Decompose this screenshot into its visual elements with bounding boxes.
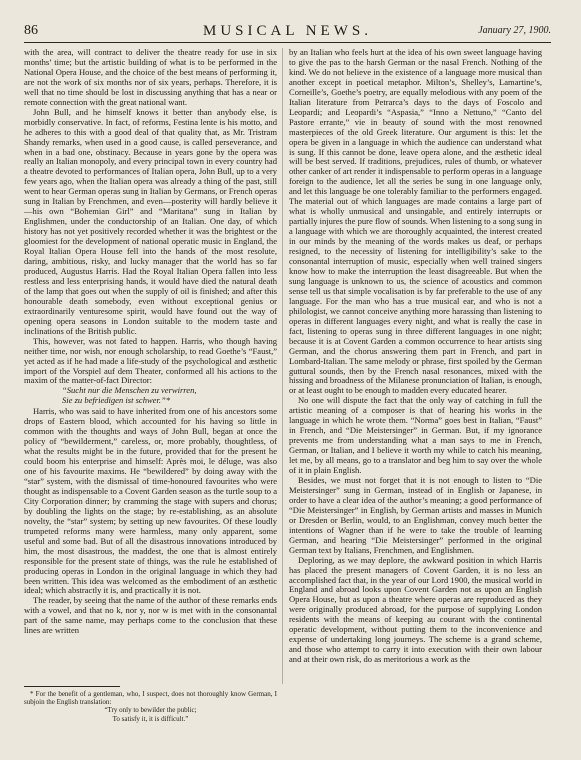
article-paragraph: John Bull, and he himself knows it better than anybody else, is morbidly conservative. In fact, of reforms, Festina lente is his motto, and he adheres to this with a good deal of that quality that, as Mr. Tristram Shandy remarks, when used in a good cause, is called perseverance, and when in a bad one, obstinacy. Because in years gone by the opera was really an Italian monopoly, and every principal town in every country had a theatre devoted to performances of Italian opera, John Bull, up to a very few years ago, when the Italian opera was already a thing of the past, still went to hear German operas sung in Italian by Germans, or French operas sung in Italian by Frenchmen, and even—posterity will hardly believe it—his own “Bohemian Girl” and “Maritana” sung in Italian by Englishmen, under the conductorship of an Italian. One day, of which history has not yet positively recorded whether it was the brightest or the gloomiest for the development of national operatic music in England, the Royal Italian Opera House fell into the hands of the most resolute, daring, ambitious, risky, and lucky manager that the world has so far produced, Augustus Harris. Had the Royal Italian Opera fallen into less restless and less enterprising hands, it would have died the natural death of the lamp that goes out when the supply of oil is finished; and after this honourable death somebody, even without exceptional genius or extraordinarily venturesome spirit, would have found out the way of opening opera seasons in London suitable to the modern taste and inclinations of the British public. <box>24 106 277 336</box>
article-paragraph: by an Italian who feels hurt at the idea of his own sweet language having to give the pas to the harsh German or the nasal French. Nothing of the kind. We do not believe in the existence of a language more musical than another except in poetical metaphor. Milton’s, Shelley’s, Lamartine’s, Corneille’s, Goethe’s poetry, are equally melodious with any poem of the Italian literature from Petrarca’s days to the days of Foscolo and Leopardi; and Leopardi’s “Aspasia,” “Inno a Nettuno,” “Canto del Pastore errante,” vie in beauty of sound with the most renowned masterpieces of the old Greek literature. Our argument is this: let the opera be given in a language in which the audience can understand what is sung. If this cannot be done, leave opera alone, and the æsthetic ideal will be best served. If traditions, prejudices, rules of thumb, or whatever other canker of art render it indispensable to perform operas in a language foreign to the audience, let all the series be sung in one language only, and let this language be one tolerably familiar to the performers engaged. The material out of which languages are made contains a large part of what is wholly unmusical and unsingable, and entirely interrupts or partially injures the pure flow of sounds. When listening to a song sung in a language with which we are thoroughly acquainted, the interest created in our minds by the meaning of the words makes us deaf, or perhaps resigned, to the necessity of listening for intelligibility’s sake to the consonantal interruption of music, especially when well trained singers know how to make the interruption the least disagreeable. But when the sung language is unknown to us, the science of acoustics and common sense tell us that simple vocalisation is by far preferable to the use of any language. For the man who has a true musical ear, and who is not a philologist, we cannot conceive anything more harassing than listening to operas in different languages every night, and what is really the case in fact, listening to operas sung in three different languages in one night; because it is at Covent Garden a common occurrence to hear artists sing German, and the chorus answering them part in French, and part in Lombard-Italian. The same melody or phrase, first spoiled by the German guttural sounds, then by the French nasal resonances, mixed with the hissing and broadness of the Milanese pronunciation of Italian, is enough, or at least ought to be enough to madden every educated hearer. <box>289 47 542 396</box>
page-number: 86 <box>24 23 38 38</box>
footnote-verse-line: “Try only to bewilder the public; <box>104 706 197 715</box>
verse-line: Sie zu befriedigen ist schwer.”* <box>62 395 171 406</box>
article-paragraph: Deploring, as we may deplore, the awkward position in which Harris has placed the present managers of Covent Garden, it is no less an accomplished fact that, in the year of our Lord 1900, the musical world in England and abroad looks upon Covent Garden not as upon an English Opera House, but as upon a theatre where operas are reproduced as they were originally produced abroad, for the purpose of supplying London residents with the means of keeping au courant with the continental operatic development, without putting them to the inconvenience and expense of undertaking long journeys. The scheme is a grand scheme, and those who attempt to carry it into execution with their own labour and at their own risk, do as meritorious a work as the <box>289 554 542 665</box>
article-paragraph: with the area, will contract to deliver the theatre ready for use in six months’ time; but the artistic building of what is to be performed in the National Opera House, and the choice of the best means of performing it, are not the work of six months nor of six years, perhaps. Therefore, it is well that no time should be lost in discussing anything that has a near or remote connection with the great national want. <box>24 47 277 107</box>
article-paragraph: Besides, we must not forget that it is not enough to listen to “Die Meistersinger” sung in German, instead of in English or Japanese, in order to have a clear idea of the author’s meaning; a good performance of “Die Meistersinger” in English, by German artists and masses in Munich or Dresden or Berlin, would, to an Englishman, convey much better the intentions of Wagner than if he were to take the trouble of learning German, and hearing “Die Meistersinger” performed in the original German text by Italians, Frenchmen, and Englishmen. <box>289 474 542 555</box>
issue-date: January 27, 1900. <box>478 25 551 36</box>
footnote <box>24 690 277 723</box>
article-paragraph: This, however, was not fated to happen. Harris, who though having neither time, nor wish, nor enough scholarship, to read Goethe’s “Faust,” yet acted as if he had made a life-study of the psychological and æsthetic import of the Vorspiel auf dem Theater, conformed all his actions to the maxim of the matter-of-fact Director: <box>24 335 277 386</box>
verse-line: “Sucht nur die Menschen zu verwirren, <box>62 385 197 396</box>
footnote-text: * For the benefit of a gentleman, who, I suspect, does not thoroughly know German, I subjoin the English translation: <box>24 690 277 707</box>
footnote-rule <box>24 686 120 687</box>
footnote-verse-line: To satisfy it, it is difficult.” <box>112 714 189 723</box>
article-paragraph: The reader, by seeing that the name of the author of these remarks ends with a vowel, and that no k, nor y, nor w is met with in the consonantal part of the same name, may perhaps come to the conclusion that these lines are written <box>24 595 277 636</box>
page-header <box>24 22 551 43</box>
article-paragraph: Harris, who was said to have inherited from one of his ancestors some drops of Eastern blood, which accounted for his having so little in common with the thoughts and ways of John Bull, began at once the policy of “bewilderment,” careless, or, more probably, thoughtless, of what the results might be in the future, provided that for the present he could boom his enterprise and himself: Après moi, le déluge, was also one of his favourite maxims. He “bewildered” by doing away with the “star” system, with the dismissal of time-honoured favourites who were thought as indispensable to a Covent Garden season as the turtle soup to a City Corporation dinner; by cramming the stage with supers and chorus; by doubling the lights on the stage; by re-establishing, as an absolute novelty, the “star” system; by setting up new favourites. Of these loudly trumpeted reforms many were harmless, many only apparent, some useful and some bad. But of all the disastrous innovations introduced by him, the most disastrous, the maddest, the one that is almost entirely responsible for the present state of things, was the rule he established of producing operas in London in the original language in which they had been written. This idea was welcomed as the embodiment of an æsthetic ideal; which abstractly it is, and practically it is not. <box>24 406 277 596</box>
masthead-title: MUSICAL NEWS. <box>203 23 372 39</box>
article-paragraph: No one will dispute the fact that the only way of catching in full the artistic meaning of a composer is that of hearing his works in the language in which he wrote them. “Norma” goes best in Italian, “Faust” in French, and “Die Meistersinger” in German. But, if my ignorance prevents me from understanding what a man says to me in French, German, or Italian, and I believe it worth my while to catch his meaning, let me, by all means, go to a translator and beg him to say over the whole of it in plain English. <box>289 395 542 476</box>
right-column <box>289 48 542 665</box>
column-divider <box>282 48 283 684</box>
left-column <box>24 48 277 636</box>
